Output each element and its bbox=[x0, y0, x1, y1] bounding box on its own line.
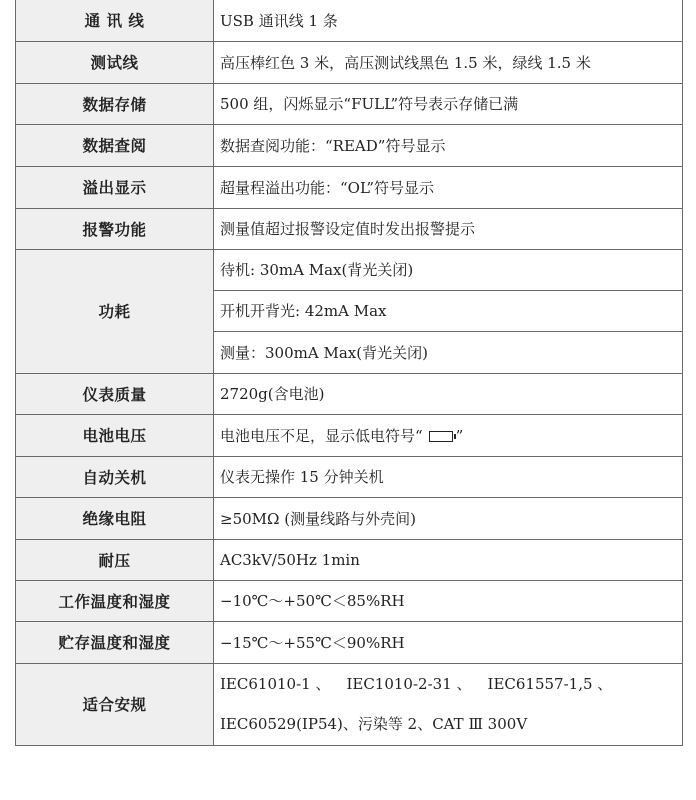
row-value: 2720g(含电池) bbox=[214, 373, 683, 414]
row-label: 溢出显示 bbox=[16, 166, 214, 208]
table-row bbox=[16, 83, 683, 124]
row-value: 超量程溢出功能：“OL”符号显示 bbox=[214, 166, 683, 208]
row-value bbox=[214, 414, 683, 456]
standard-item: IEC61557-1,5 、 bbox=[487, 675, 613, 693]
table-row bbox=[16, 539, 683, 580]
table-row bbox=[16, 124, 683, 166]
row-value: AC3kV/50Hz 1min bbox=[214, 539, 683, 580]
table-row bbox=[16, 249, 683, 290]
row-label: 功耗 bbox=[16, 249, 214, 373]
row-value: 待机: 30mA Max(背光关闭) bbox=[214, 249, 683, 290]
row-value: 数据查阅功能：“READ”符号显示 bbox=[214, 124, 683, 166]
row-value: 高压棒红色 3 米，高压测试线黑色 1.5 米，绿线 1.5 米 bbox=[214, 41, 683, 83]
table-row bbox=[16, 497, 683, 539]
table-row bbox=[16, 621, 683, 663]
row-value: −10℃～+50℃＜85%RH bbox=[214, 580, 683, 621]
standard-item: IEC1010-2-31 、 bbox=[346, 675, 472, 693]
row-label: 自动关机 bbox=[16, 456, 214, 497]
row-value: USB 通讯线 1 条 bbox=[214, 0, 683, 41]
row-label: 工作温度和湿度 bbox=[16, 580, 214, 621]
table-row bbox=[16, 663, 683, 745]
row-label: 适合安规 bbox=[16, 663, 214, 745]
row-label: 贮存温度和湿度 bbox=[16, 621, 214, 663]
row-value: 测量：300mA Max(背光关闭) bbox=[214, 331, 683, 373]
row-value: 500 组，闪烁显示“FULL”符号表示存储已满 bbox=[214, 83, 683, 124]
row-label: 绝缘电阻 bbox=[16, 497, 214, 539]
row-value: ≥50MΩ (测量线路与外壳间) bbox=[214, 497, 683, 539]
row-label: 耐压 bbox=[16, 539, 214, 580]
table-row bbox=[16, 414, 683, 456]
row-label: 测试线 bbox=[16, 41, 214, 83]
table-row bbox=[16, 166, 683, 208]
row-label: 报警功能 bbox=[16, 208, 214, 249]
table-row bbox=[16, 208, 683, 249]
row-value: 开机开背光: 42mA Max bbox=[214, 290, 683, 331]
row-label: 数据存储 bbox=[16, 83, 214, 124]
row-label: 电池电压 bbox=[16, 414, 214, 456]
battery-text-prefix: 电池电压不足，显示低电符号“ bbox=[220, 426, 423, 445]
table-row bbox=[16, 580, 683, 621]
standards-line-1 bbox=[220, 664, 682, 704]
row-value: 仪表无操作 15 分钟关机 bbox=[214, 456, 683, 497]
spec-table bbox=[15, 0, 683, 746]
standards-line-2: IEC60529(IP54)、污染等 2、CAT Ⅲ 300V bbox=[220, 715, 528, 733]
table-row bbox=[16, 456, 683, 497]
row-label: 仪表质量 bbox=[16, 373, 214, 414]
low-battery-icon bbox=[429, 431, 453, 442]
row-label: 通 讯 线 bbox=[16, 0, 214, 41]
row-value bbox=[214, 663, 683, 745]
row-label: 数据查阅 bbox=[16, 124, 214, 166]
battery-text-suffix: ” bbox=[455, 426, 464, 445]
table-row bbox=[16, 41, 683, 83]
table-row bbox=[16, 373, 683, 414]
row-value: 测量值超过报警设定值时发出报警提示 bbox=[214, 208, 683, 249]
table-row bbox=[16, 0, 683, 41]
row-value: −15℃～+55℃＜90%RH bbox=[214, 621, 683, 663]
standard-item: IEC61010-1 、 bbox=[220, 675, 331, 693]
